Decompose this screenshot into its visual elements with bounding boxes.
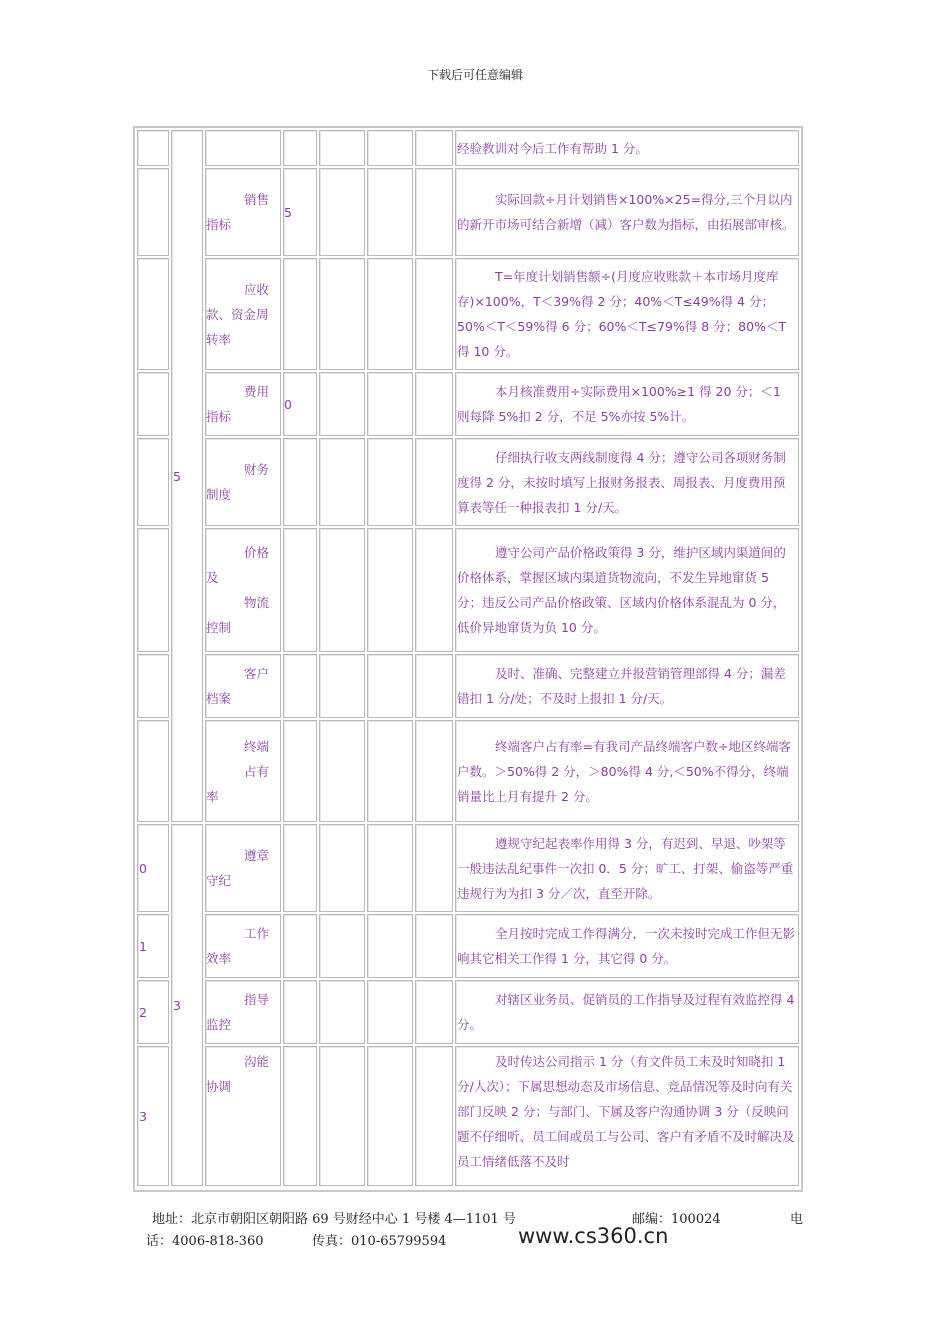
blank-cell [367, 372, 413, 436]
item-label-line: 效率 [206, 951, 232, 966]
item-cell [205, 258, 281, 370]
blank-cell [367, 914, 413, 978]
index-cell [137, 654, 169, 718]
item-cell [205, 654, 281, 718]
group-a-label: 5 [173, 468, 181, 484]
table-row [137, 130, 799, 166]
score-cell [283, 720, 317, 822]
score-cell [283, 914, 317, 978]
table-row [137, 168, 799, 256]
item-label-line: 应收 [244, 281, 270, 297]
desc-cell: 遵规守纪起表率作用得 3 分，有迟到、早退、吵架等一般违法乱纪事件一次扣 0．5 分；旷工、打架、偷盗等严重违规行为为扣 3 分／次，直至开除。 [455, 824, 799, 912]
score-cell [283, 130, 317, 166]
item-label-line: 协调 [206, 1079, 232, 1094]
blank-cell [367, 168, 413, 256]
blank-cell [319, 1046, 365, 1186]
table-row [137, 720, 799, 822]
score-cell [283, 654, 317, 718]
index-cell [137, 720, 169, 822]
table-row [137, 1046, 799, 1186]
footer-phone: 话：4006-818-360 [146, 1234, 264, 1249]
header-note: 下载后可任意编辑 [426, 68, 523, 82]
blank-cell [319, 980, 365, 1044]
blank-cell [367, 130, 413, 166]
blank-cell [319, 914, 365, 978]
item-cell [205, 528, 281, 652]
blank-cell [415, 168, 453, 256]
blank-cell [319, 130, 365, 166]
item-cell [205, 980, 281, 1044]
desc-cell: 及时、准确、完整建立并报营销管理部得 4 分；漏差错扣 1 分/处；不及时上报扣 1 分/天。 [455, 654, 799, 718]
blank-cell [319, 372, 365, 436]
blank-cell [319, 528, 365, 652]
desc-cell: 仔细执行收支两线制度得 4 分；遵守公司各项财务制度得 2 分，未按时填写上报财务报表、周报表、月度费用预算表等任一种报表扣 1 分/天。 [455, 438, 799, 526]
group-a-cell [171, 130, 203, 822]
desc-cell: 实际回款÷月计划销售×100%×25=得分,三个月以内的新开市场可结合新增（减）客户数为指标，由拓展部审核。 [455, 168, 799, 256]
item-label-line: 档案 [206, 691, 232, 706]
blank-cell [415, 1046, 453, 1186]
assessment-grid [135, 128, 801, 1188]
item-label-line: 销售 [244, 192, 270, 207]
item-label-line: 及 [206, 570, 219, 585]
desc-cell: 遵守公司产品价格政策得 3 分，维护区域内渠道间的价格体系，掌握区域内渠道货物流向，不发生异地窜货 5 分；违反公司产品价格政策、区域内价格体系混乱为 0 分，低价异地窜货为负 10 分。 [455, 528, 799, 652]
item-cell [205, 720, 281, 822]
blank-cell [415, 130, 453, 166]
score-cell [283, 528, 317, 652]
blank-cell [319, 720, 365, 822]
footer-postcode: 邮编：100024 [632, 1212, 721, 1227]
index-cell: 0 [137, 824, 169, 912]
blank-cell [367, 824, 413, 912]
desc-cell: 对辖区业务员、促销员的工作指导及过程有效监控得 4 分。 [455, 980, 799, 1044]
index-cell: 2 [137, 980, 169, 1044]
desc-cell: 及时传达公司指示 1 分（有文件员工未及时知晓扣 1 分/人次）；下属思想动态及市场信息、竞品情况等及时向有关部门反映 2 分；与部门、下属及客户沟通协调 3 分（反映问题不仔细听、员工间或员工与公司、客户有矛盾不及时解决及员工情绪低落不及时 [455, 1046, 799, 1186]
item-label-line: 工作 [244, 926, 270, 941]
index-cell [137, 372, 169, 436]
item-label-line: 物流 [244, 595, 270, 610]
item-label-line: 款、资金周转率 [206, 306, 269, 347]
index-cell [137, 168, 169, 256]
index-cell: 1 [137, 914, 169, 978]
index-cell [137, 528, 169, 652]
blank-cell [415, 824, 453, 912]
footer-phone-prefix: 电 [790, 1212, 804, 1227]
score-cell [283, 1046, 317, 1186]
blank-cell [367, 438, 413, 526]
index-cell [137, 438, 169, 526]
item-label-line: 沟能 [244, 1054, 270, 1069]
item-label-line: 控制 [206, 620, 232, 635]
blank-cell [319, 438, 365, 526]
blank-cell [367, 258, 413, 370]
item-cell [205, 824, 281, 912]
index-cell: 3 [137, 1046, 169, 1186]
blank-cell [367, 980, 413, 1044]
blank-cell [415, 720, 453, 822]
item-cell [205, 372, 281, 436]
desc-cell: 本月核准费用÷实际费用×100%≥1 得 20 分；＜1 则每降 5%扣 2 分，不足 5%亦按 5%计。 [455, 372, 799, 436]
blank-cell [415, 914, 453, 978]
footer-website: www.cs360.cn [518, 1224, 669, 1248]
blank-cell [367, 1046, 413, 1186]
blank-cell [415, 980, 453, 1044]
desc-cell: T=年度计划销售额÷(月度应收账款＋本市场月度库存)×100%，T＜39%得 2 分；40%＜T≤49%得 4 分；50%＜T＜59%得 6 分；60%＜T≤79%得 8 分；80%＜T 得 10 分。 [455, 258, 799, 370]
footer-address: 地址：北京市朝阳区朝阳路 69 号财经中心 1 号楼 4—1101 号 [152, 1212, 516, 1227]
blank-cell [319, 168, 365, 256]
item-label-line: 财务 [244, 462, 270, 477]
item-label-line: 占有 [244, 763, 270, 779]
item-label-line: 监控 [206, 1017, 232, 1032]
group-b-cell [171, 824, 203, 1186]
item-label-line: 守纪 [206, 873, 232, 888]
blank-cell [415, 438, 453, 526]
table-row [137, 258, 799, 370]
blank-cell [415, 258, 453, 370]
assessment-table [133, 126, 803, 1192]
item-cell [205, 130, 281, 166]
table-row [137, 980, 799, 1044]
score-cell [283, 824, 317, 912]
desc-cell: 全月按时完成工作得满分，一次未按时完成工作但无影响其它相关工作得 1 分，其它得 0 分。 [455, 914, 799, 978]
item-cell [205, 438, 281, 526]
blank-cell [415, 528, 453, 652]
item-label-line: 指导 [244, 992, 270, 1007]
score-cell: 5 [283, 168, 317, 256]
item-label-line: 遵章 [244, 848, 270, 863]
blank-cell [415, 372, 453, 436]
item-label-line: 指标 [206, 409, 232, 424]
item-label-line: 终端 [244, 738, 270, 754]
item-cell [205, 168, 281, 256]
score-cell [283, 438, 317, 526]
table-row [137, 372, 799, 436]
table-row [137, 914, 799, 978]
score-cell: 0 [283, 372, 317, 436]
table-row [137, 528, 799, 652]
blank-cell [415, 654, 453, 718]
group-b-label: 3 [173, 997, 181, 1013]
item-label-line: 价格 [244, 545, 270, 560]
item-label-line: 率 [206, 788, 219, 804]
blank-cell [367, 528, 413, 652]
desc-cell: 经验教训对今后工作有帮助 1 分。 [455, 130, 799, 166]
desc-cell: 终端客户占有率=有我司产品终端客户数÷地区终端客户数。＞50%得 2 分，＞80%得 4 分,＜50%不得分，终端销量比上月有提升 2 分。 [455, 720, 799, 822]
blank-cell [367, 720, 413, 822]
item-label-line: 指标 [206, 217, 232, 232]
item-cell [205, 914, 281, 978]
footer-fax: 传真：010-65799594 [312, 1234, 447, 1249]
index-cell [137, 130, 169, 166]
score-cell [283, 258, 317, 370]
blank-cell [367, 654, 413, 718]
item-label-line: 费用 [244, 384, 270, 399]
item-label-line: 客户 [244, 666, 270, 681]
index-cell [137, 258, 169, 370]
table-row [137, 438, 799, 526]
blank-cell [319, 258, 365, 370]
score-cell [283, 980, 317, 1044]
table-row [137, 654, 799, 718]
table-row [137, 824, 799, 912]
blank-cell [319, 654, 365, 718]
item-label-line: 制度 [206, 487, 232, 502]
item-cell [205, 1046, 281, 1186]
blank-cell [319, 824, 365, 912]
